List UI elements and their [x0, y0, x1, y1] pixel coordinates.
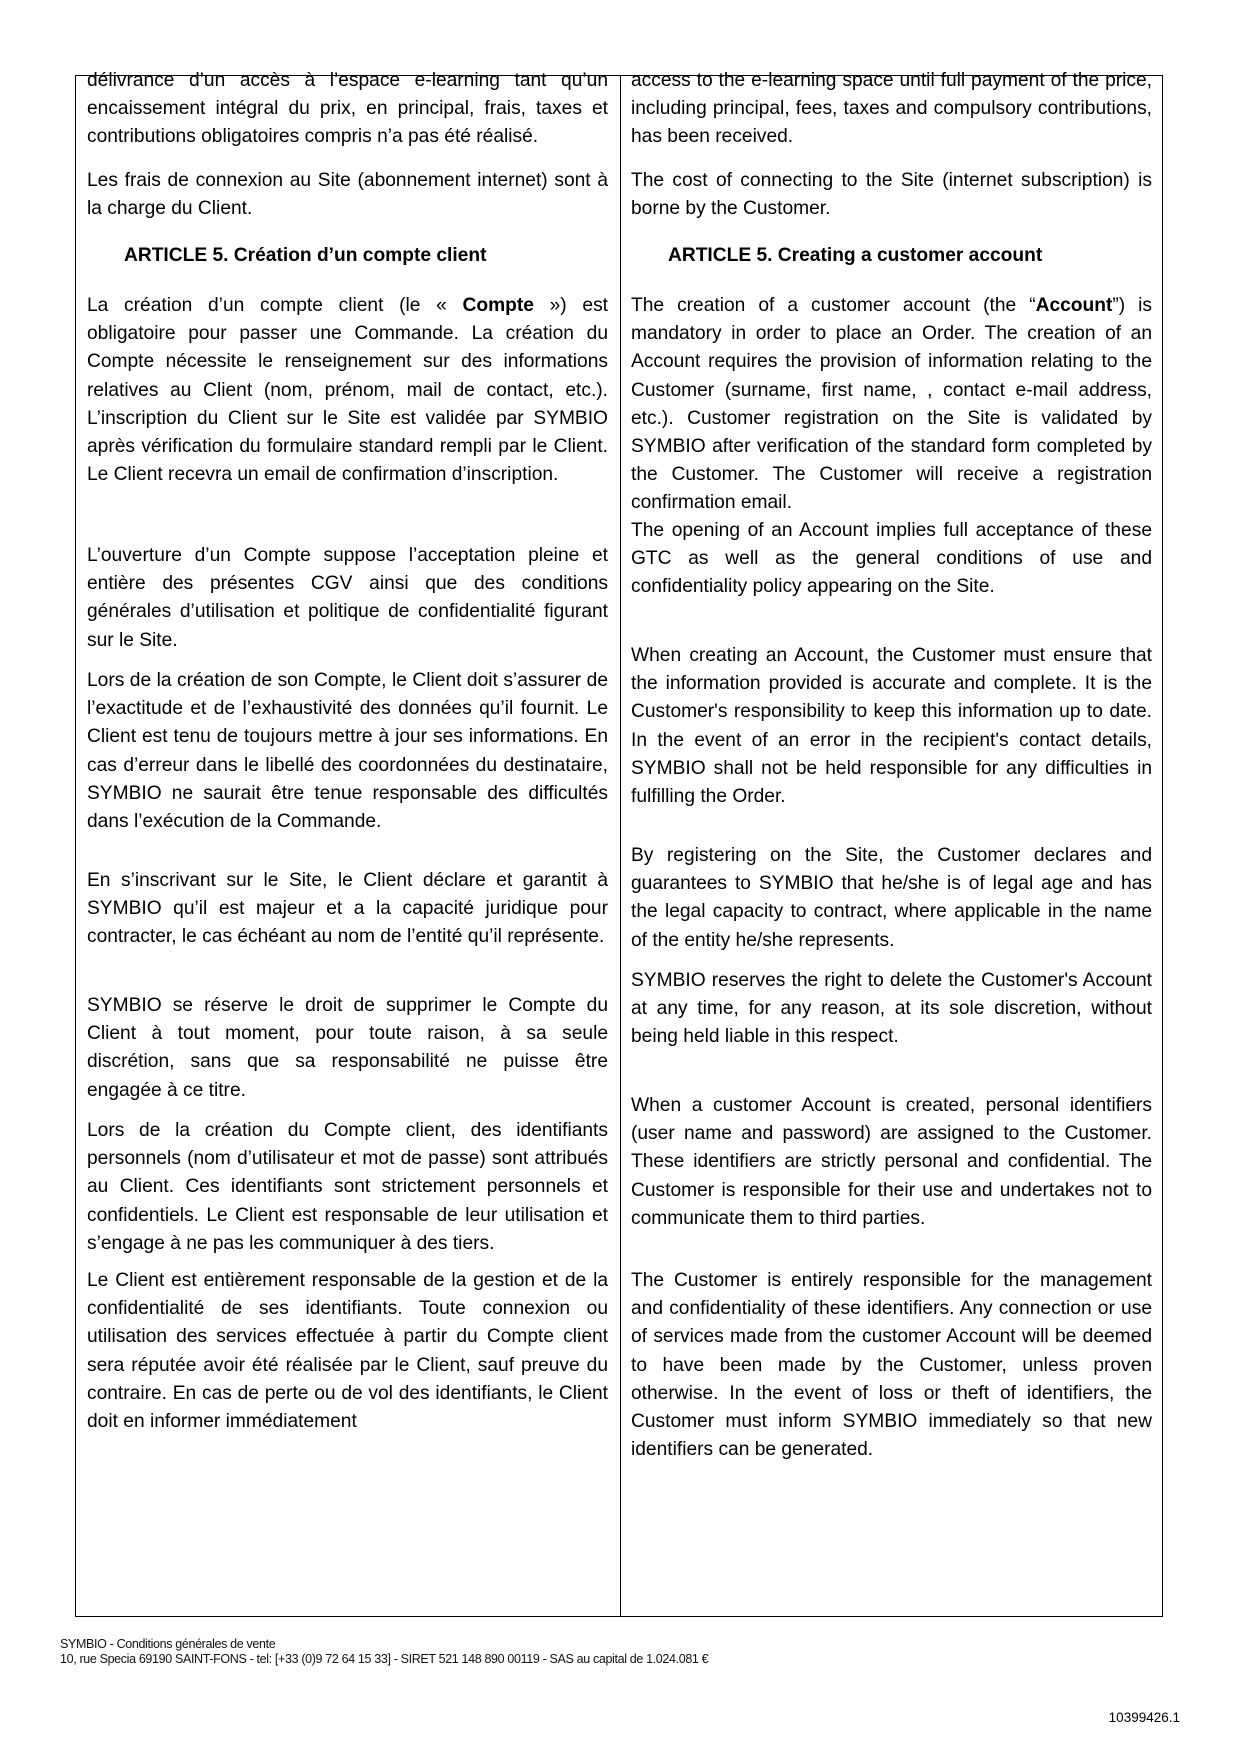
column-divider [620, 75, 621, 1617]
fr-paragraph-identifier-responsibility: Le Client est entièrement responsable de la gestion et de la confidentialité de ses identifiants. Toute connexion ou utilisation des services effectuée à partir du Compte client sera réputée avoir été réalisée par le Client, sauf preuve du contraire. En cas de perte ou de vol des identifiants, le Client doit en informer immédiatement [87, 1270, 608, 1433]
fr-paragraph-account-deletion: SYMBIO se réserve le droit de supprimer le Compte du Client à tout moment, pour toute raison, à sa seule discrétion, sans que sa responsabilité ne puisse être engagée à ce titre. [87, 995, 608, 1101]
footer-company-title: SYMBIO - Conditions générales de vente [60, 1637, 276, 1651]
fr-paragraph-connection-fees: Les frais de connexion au Site (abonnement internet) sont à la charge du Client. [87, 170, 608, 220]
fr-paragraph-identifiers: Lors de la création du Compte client, des identifiants personnels (nom d’utilisateur et mot de passe) sont attribués au Client. Ces identifiants sont strictement personnels et confidentiels. Le Client est responsable de leur utilisation et s’engage à ne pas les communiquer à des tiers. [87, 1120, 608, 1254]
fr-paragraph-data-accuracy: Lors de la création de son Compte, le Client doit s’assurer de l’exactitude et de l’exhaustivité des données qu’il fournit. Le Client est tenu de toujours mettre à jour ses informations. En cas d’erreur dans le libellé des coordonnées du destinataire, SYMBIO ne saurait être tenue responsable des difficultés dans l’exécution de la Commande. [87, 670, 608, 833]
fr-paragraph-account-acceptance: L’ouverture d’un Compte suppose l’acceptation pleine et entière des présentes CGV ainsi que des conditions générales d’utilisation et politique de confidentialité figurant sur le Site. [87, 545, 608, 651]
en-paragraph-account-deletion: SYMBIO reserves the right to delete the Customer's Account at any time, for any reason, at its sole discretion, without being held liable in this respect. [631, 970, 1152, 1048]
en-paragraph-account-creation: The creation of a customer account (the “Account”) is mandatory in order to place an Order. The creation of an Account requires the provision of information relating to the Customer (surname, first name, , contact e-mail address, etc.). Customer registration on the Site is validated by SYMBIO after verification of the standard form completed by the Customer. The Customer will receive a registration confirmation email. [631, 295, 1153, 514]
en-paragraph-connection-fees: The cost of connecting to the Site (internet subscription) is borne by the Customer. [631, 170, 1152, 220]
fr-paragraph-payment: délivrance d’un accès à l’espace e-learning tant qu’un encaissement intégral du prix, en principal, frais, taxes et contributions obligatoires compris n’a pas été réalisé. [87, 70, 608, 148]
fr-paragraph-account-creation: La création d’un compte client (le « Compte ») est obligatoire pour passer une Commande. La création du Compte nécessite le renseignement sur des informations relatives au Client (nom, prénom, mail de contact, etc.). L’inscription du Client sur le Site est validée par SYMBIO après vérification du formulaire standard rempli par le Client. Le Client recevra un email de confirmation d’inscription. [87, 295, 608, 486]
fr-paragraph-legal-age: En s’inscrivant sur le Site, le Client déclare et garantit à SYMBIO qu’il est majeur et a la capacité juridique pour contracter, le cas échéant au nom de l’entité qu’il représente. [87, 870, 608, 948]
en-paragraph-data-accuracy: When creating an Account, the Customer must ensure that the information provided is accurate and complete. It is the Customer's responsibility to keep this information up to date. In the event of an error in the recipient's contact details, SYMBIO shall not be held responsible for any difficulties in fulfilling the Order. [631, 645, 1152, 808]
footer-company-address: 10, rue Specia 69190 SAINT-FONS - tel: [+33 (0)9 72 64 15 33] - SIRET 521 148 890 00119 - SAS au capital de 1.024.081 € [60, 1652, 709, 1666]
fr-article-5-heading: ARTICLE 5. Création d’un compte client [124, 245, 487, 266]
en-paragraph-identifiers: When a customer Account is created, personal identifiers (user name and password) are assigned to the Customer. These identifiers are strictly personal and confidential. The Customer is responsible for their use and undertakes not to communicate them to third parties. [631, 1095, 1152, 1229]
en-paragraph-legal-age: By registering on the Site, the Customer declares and guarantees to SYMBIO that he/she is of legal age and has the legal capacity to contract, where applicable in the name of the entity he/she represents. [631, 845, 1152, 951]
en-article-5-heading: ARTICLE 5. Creating a customer account [668, 245, 1043, 266]
en-paragraph-account-acceptance: The opening of an Account implies full acceptance of these GTC as well as the general conditions of use and confidentiality policy appearing on the Site. [631, 520, 1152, 598]
en-paragraph-payment: access to the e-learning space until full payment of the price, including principal, fees, taxes and compulsory contributions, has been received. [631, 70, 1152, 148]
document-reference-number: 10399426.1 [1108, 1710, 1180, 1725]
fr-defined-term-compte: Compte [462, 295, 534, 316]
en-defined-term-account: Account [1035, 295, 1113, 316]
en-paragraph-identifier-responsibility: The Customer is entirely responsible for the management and confidentiality of these identifiers. Any connection or use of services made from the customer Account will be deemed to have been made by the Customer, unless proven otherwise. In the event of loss or theft of identifiers, the Customer must inform SYMBIO immediately so that new identifiers can be generated. [631, 1270, 1152, 1461]
